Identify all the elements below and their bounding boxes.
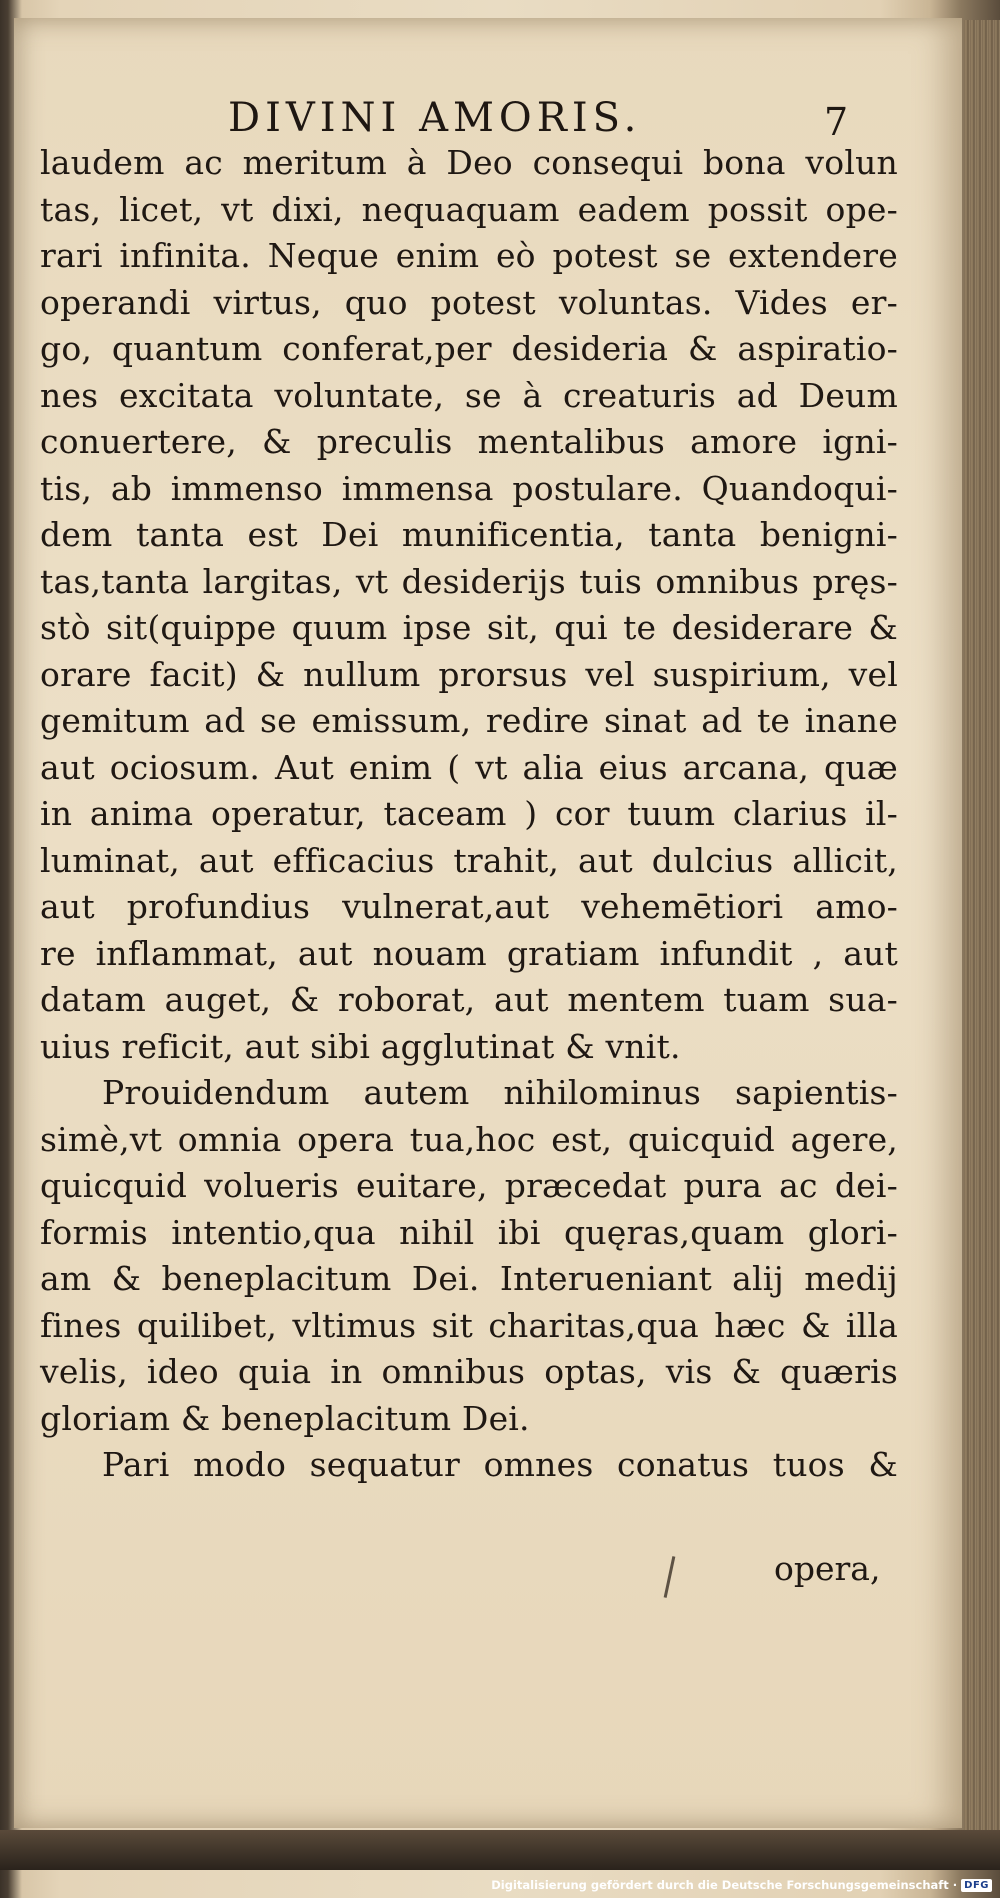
text-line: fines quilibet, vltimus sit charitas,qua hæc & illa (40, 1305, 898, 1345)
text-line: velis, ideo quia in omnibus optas, vis & quæris (40, 1352, 898, 1391)
text-line: nes excitata voluntate, se à creaturis ad Deum (40, 375, 898, 415)
text-line: go, quantum conferat,per desideria & aspiratio- (40, 329, 898, 368)
text-line: orare facit) & nullum prorsus vel suspirium, vel (40, 654, 898, 694)
text-line: operandi virtus, quo potest voluntas. Vides er- (40, 282, 898, 322)
catchword: opera, (774, 1549, 881, 1588)
text-line: tis, ab immenso immensa postulare. Quandoqui- (40, 468, 898, 508)
text-line: tas,tanta largitas, vt desiderijs tuis omnibus pręs- (40, 561, 898, 601)
text-line: in anima operatur, taceam ) cor tuum clarius il- (40, 794, 898, 833)
body-text (40, 140, 898, 1489)
text-line: gloriam & beneplacitum Dei. (40, 1398, 530, 1438)
text-line: datam auget, & roborat, aut mentem tuam sua- (40, 980, 898, 1019)
text-line: formis intentio,qua nihil ibi quęras,quam glori- (40, 1212, 898, 1252)
dfg-logo: DFG (961, 1879, 992, 1892)
text-line: luminat, aut efficacius trahit, aut dulcius allicit, (40, 840, 898, 880)
digitization-credit (491, 1878, 992, 1892)
text-line: laudem ac meritum à Deo consequi bona volun (40, 143, 898, 182)
page-number: 7 (824, 100, 849, 144)
text-line: rari infinita. Neque enim eò potest se extendere (40, 236, 898, 275)
text-line: simè,vt omnia opera tua,hoc est, quicquid agere, (40, 1119, 898, 1159)
text-line: Prouidendum autem nihilominus sapientis- (102, 1073, 898, 1112)
credit-text: Digitalisierung gefördert durch die Deutsche Forschungsgemeinschaft · (491, 1878, 958, 1892)
page-header (228, 92, 868, 144)
page-fore-edge (964, 20, 1000, 1840)
book-bottom-edge (0, 1830, 1000, 1870)
text-line: gemitum ad se emissum, redire sinat ad te inane (40, 701, 898, 740)
text-line: aut profundius vulnerat,aut vehemētiori amo- (40, 887, 898, 926)
text-line: tas, licet, vt dixi, nequaquam eadem possit ope- (40, 189, 898, 229)
text-line: quicquid volueris euitare, præcedat pura ac dei- (40, 1166, 898, 1205)
running-title: DIVINI AMORIS. (228, 95, 642, 141)
text-line: aut ociosum. Aut enim ( vt alia eius arcana, quæ (40, 747, 898, 787)
text-line: re inflammat, aut nouam gratiam infundit , aut (40, 933, 898, 973)
text-line: conuertere, & preculis mentalibus amore igni- (40, 422, 898, 461)
text-line: dem tanta est Dei munificentia, tanta benigni- (40, 515, 898, 554)
text-line: am & beneplacitum Dei. Interueniant alij medij (40, 1259, 898, 1298)
text-line: stò sit(quippe quum ipse sit, qui te desiderare & (40, 608, 898, 647)
text-line: uius reficit, aut sibi agglutinat & vnit. (40, 1026, 681, 1066)
text-line: Pari modo sequatur omnes conatus tuos & (102, 1445, 898, 1484)
